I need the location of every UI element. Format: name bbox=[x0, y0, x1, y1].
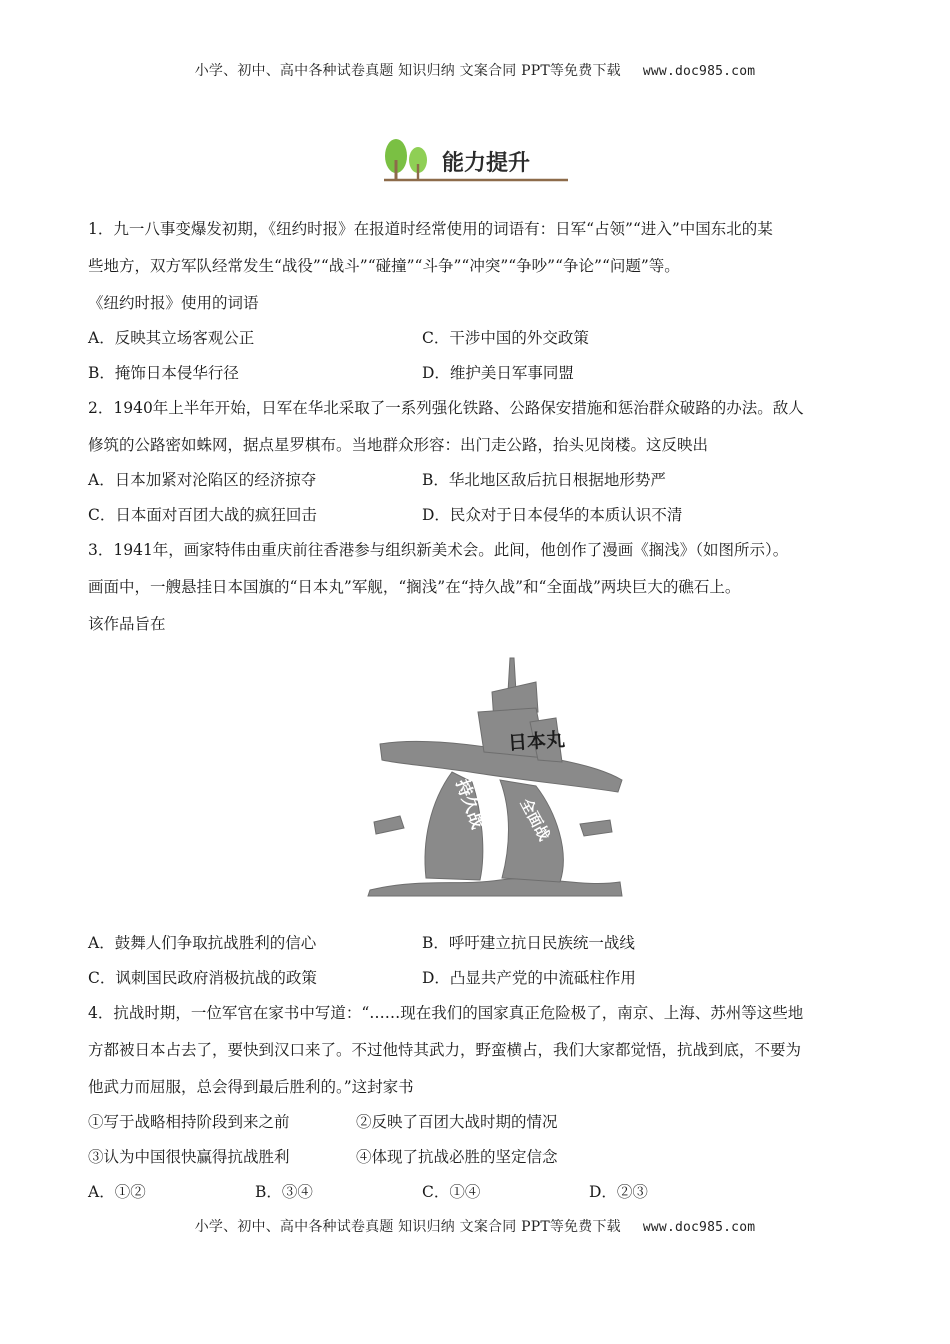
q2-option-b: B．华北地区敌后抗日根据地形势严 bbox=[422, 471, 666, 489]
q4-statement-3: ③认为中国很快赢得抗战胜利 bbox=[88, 1148, 290, 1166]
q2-option-d: D．民众对于日本侵华的本质认识不清 bbox=[422, 506, 683, 524]
q2-line-1: 2．1940年上半年开始，日军在华北采取了一系列强化铁路、公路保安措施和惩治群众破路的办法。敌人 bbox=[88, 399, 804, 417]
q3-option-c: C．讽刺国民政府消极抗战的政策 bbox=[88, 969, 317, 987]
q1-line-3: 《纽约时报》使用的词语 bbox=[88, 294, 259, 312]
q3-line-1: 3．1941年，画家特伟由重庆前往香港参与组织新美术会。此间，他创作了漫画《搁浅》（如图所示）。 bbox=[88, 541, 789, 559]
footer-text: 小学、初中、高中各种试卷真题 知识归纳 文案合同 PPT等免费下载 bbox=[194, 1219, 621, 1235]
q2-line-2: 修筑的公路密如蛛网，据点星罗棋布。当地群众形容：出门走公路，抬头见岗楼。这反映出 bbox=[88, 436, 709, 454]
q4-statement-1: ①写于战略相持阶段到来之前 bbox=[88, 1113, 290, 1131]
q4-statement-4: ④体现了抗战必胜的坚定信念 bbox=[356, 1148, 558, 1166]
page-header bbox=[0, 60, 950, 80]
q4-line-1: 4．抗战时期，一位军官在家书中写道：“……现在我们的国家真正危险极了，南京、上海、苏州等这些地 bbox=[88, 1004, 804, 1022]
footer-url[interactable]: www.doc985.com bbox=[642, 1220, 756, 1235]
q3-line-2: 画面中，一艘悬挂日本国旗的“日本丸”军舰，“搁浅”在“持久战”和“全面战”两块巨大的礁石上。 bbox=[88, 578, 741, 596]
q3-line-3: 该作品旨在 bbox=[88, 615, 166, 633]
section-banner bbox=[378, 134, 574, 186]
q1-option-d: D．维护美日军事同盟 bbox=[422, 364, 574, 382]
q3-option-d: D．凸显共产党的中流砥柱作用 bbox=[422, 969, 636, 987]
section-title: 能力提升 bbox=[442, 151, 531, 176]
q1-line-2: 些地方，双方军队经常发生“战役”“战斗”“碰撞”“斗争”“冲突”“争吵”“争论”“问题”等。 bbox=[88, 257, 680, 275]
q4-option-c: C．①④ bbox=[422, 1183, 481, 1201]
q3-option-b: B．呼吁建立抗日民族统一战线 bbox=[422, 934, 635, 952]
rock-right-label: 全面战 bbox=[516, 795, 554, 844]
cartoon-stranded-ship bbox=[360, 652, 626, 898]
q1-option-c: C．干涉中国的外交政策 bbox=[422, 329, 589, 347]
page-footer bbox=[0, 1216, 950, 1236]
q2-option-c: C．日本面对百团大战的疯狂回击 bbox=[88, 506, 317, 524]
q4-option-b: B．③④ bbox=[255, 1183, 313, 1201]
ship-label: 日本丸 bbox=[507, 728, 566, 755]
q1-line-1: 1．九一八事变爆发初期，《纽约时报》在报道时经常使用的词语有：日军“占领”“进入”中国东北的某 bbox=[88, 220, 773, 238]
q4-line-2: 方都被日本占去了，要快到汉口来了。不过他恃其武力，野蛮横占，我们大家都觉悟，抗战到底，不要为 bbox=[88, 1041, 802, 1059]
header-url[interactable]: www.doc985.com bbox=[642, 64, 756, 79]
q4-option-a: A．①② bbox=[88, 1183, 146, 1201]
q4-statement-2: ②反映了百团大战时期的情况 bbox=[356, 1113, 558, 1131]
q4-option-d: D．②③ bbox=[589, 1183, 648, 1201]
q2-option-a: A．日本加紧对沦陷区的经济掠夺 bbox=[88, 471, 317, 489]
q1-option-a: A．反映其立场客观公正 bbox=[88, 329, 255, 347]
rock-left-label: 持久战 bbox=[451, 776, 488, 832]
header-text: 小学、初中、高中各种试卷真题 知识归纳 文案合同 PPT等免费下载 bbox=[194, 63, 621, 79]
q1-option-b: B．掩饰日本侵华行径 bbox=[88, 364, 239, 382]
q4-line-3: 他武力而屈服，总会得到最后胜利的。”这封家书 bbox=[88, 1078, 414, 1096]
q3-option-a: A．鼓舞人们争取抗战胜利的信心 bbox=[88, 934, 317, 952]
